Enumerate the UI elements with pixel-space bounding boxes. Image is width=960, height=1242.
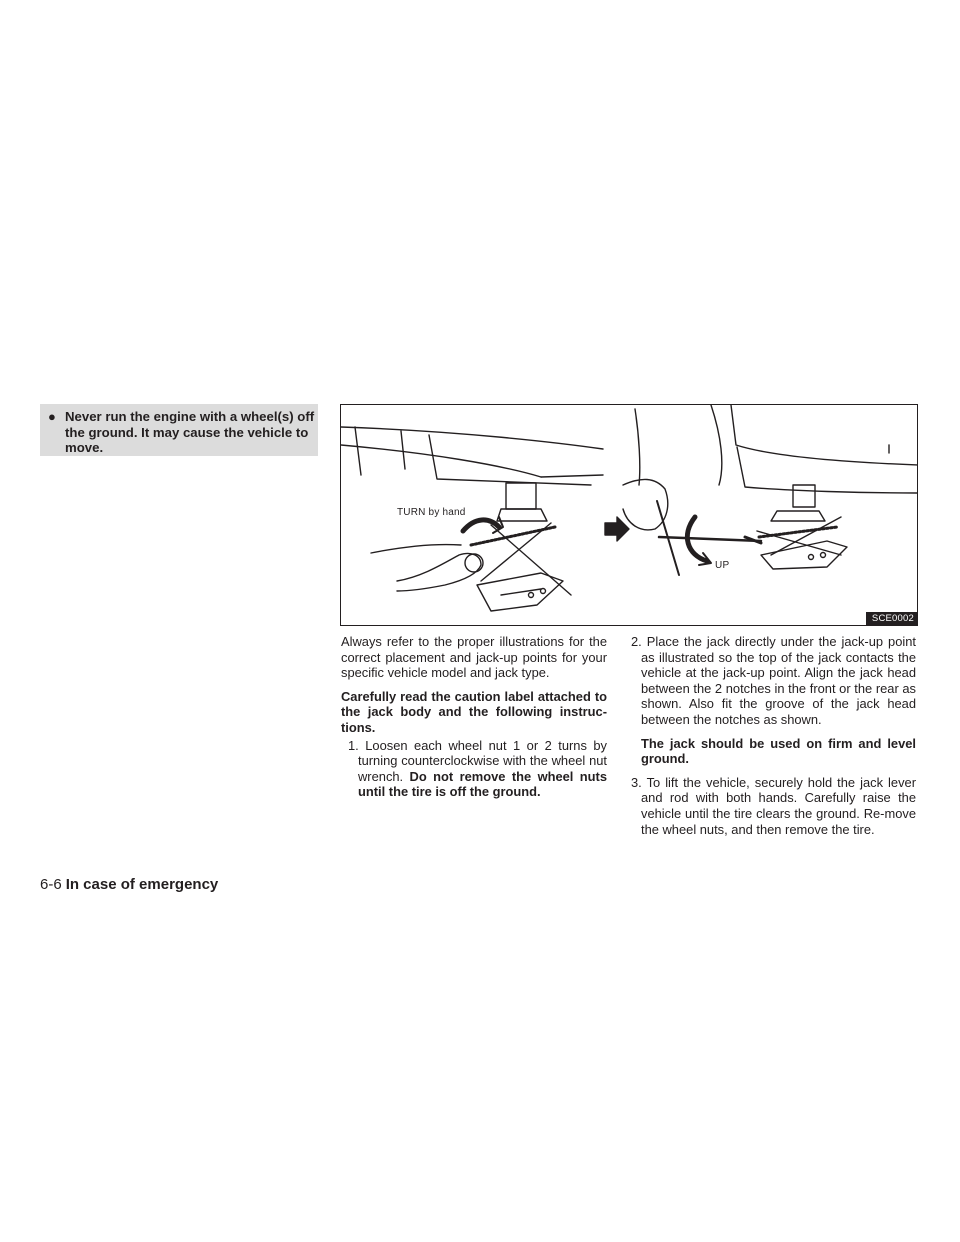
step-text: To lift the vehicle, securely hold the jack lever and rod with both hands. Carefully raise the vehicle until the tire clears the ground. Re-move the wheel nuts, and then remove the tire. bbox=[641, 774, 916, 837]
turn-by-hand-label: TURN by hand bbox=[397, 507, 466, 518]
step-number: 3. bbox=[631, 774, 642, 790]
step-2 bbox=[624, 634, 916, 728]
warning-item bbox=[48, 409, 316, 456]
step-text: Place the jack directly under the jack-up point as illustrated so the top of the jack contacts the vehicle at the jack-up point. Align the jack head between the 2 notches in the front or the rear as shown. Also fit the groove of the jack head between the notches as shown. bbox=[641, 634, 916, 727]
step-number: 2. bbox=[631, 634, 642, 649]
figure-code: SCE0002 bbox=[866, 612, 917, 625]
step-text: Loosen each wheel nut 1 or 2 turns by turning counterclockwise with the wheel nut wrench. bbox=[358, 737, 607, 784]
step-1 bbox=[341, 738, 607, 800]
jack-illustration bbox=[340, 404, 918, 626]
warning-text: Never run the engine with a wheel(s) off the ground. It may cause the vehicle to move. bbox=[65, 409, 315, 455]
step-2-note: The jack should be used on firm and level ground. bbox=[641, 735, 916, 767]
caution-paragraph: Carefully read the caution label attached to the jack body and the following instruc-tions. bbox=[341, 688, 607, 735]
step-number: 1. bbox=[348, 737, 359, 753]
page-number: 6-6 bbox=[40, 876, 62, 893]
bullet-icon: ● bbox=[48, 409, 56, 424]
page-footer bbox=[40, 876, 218, 893]
step-3 bbox=[624, 775, 916, 837]
middle-column bbox=[341, 634, 607, 800]
up-label: UP bbox=[715, 560, 730, 571]
intro-paragraph: Always refer to the proper illustrations for the correct placement and jack-up points for your specific vehicle model and jack type. bbox=[341, 634, 607, 681]
section-title: In case of emergency bbox=[65, 876, 219, 893]
right-column bbox=[624, 634, 916, 837]
step-bold-text: Do not remove the wheel nuts until the tire is off the ground. bbox=[358, 768, 607, 800]
